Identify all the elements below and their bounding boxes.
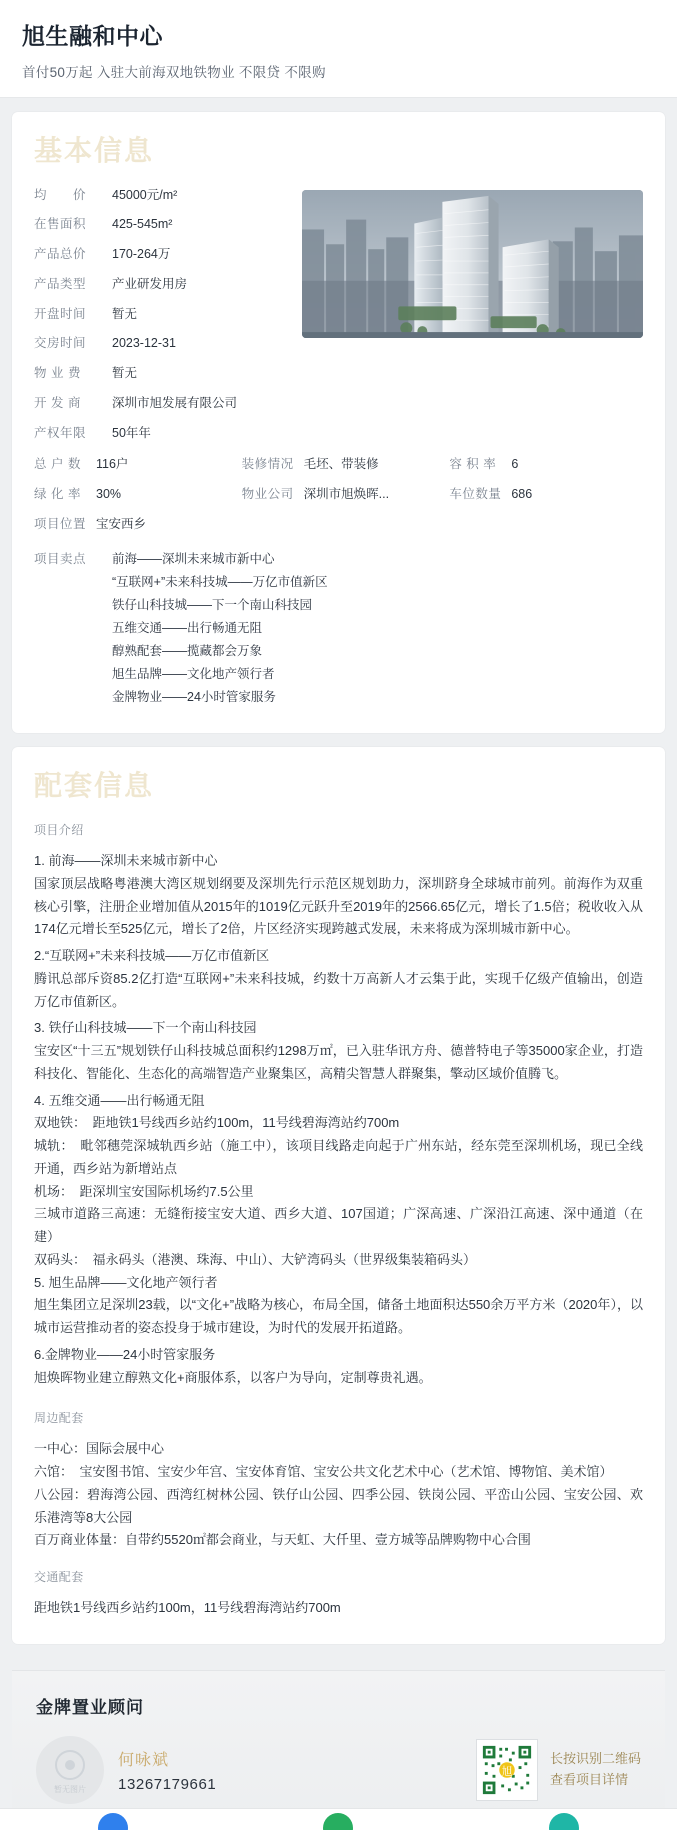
selling-point: “互联网+”未来科技城——万亿市值新区	[112, 574, 328, 589]
info-row	[34, 245, 284, 264]
qr-caption-line1: 长按识别二维码	[549, 1751, 641, 1767]
info-row	[34, 394, 284, 413]
spacer	[34, 1552, 643, 1564]
around-line: 一中心：国际会展中心	[34, 1441, 165, 1457]
info-label: 项目位置	[34, 516, 87, 531]
info-row	[242, 485, 436, 504]
selling-point: 醇熟配套——揽藏都会万象	[112, 644, 263, 659]
info-label: 物业公司	[241, 487, 294, 502]
intro-paragraph: 4. 五维交通——出行畅通无阻	[34, 1092, 205, 1108]
around-label: 周边配套	[34, 1411, 84, 1426]
consultant-contact	[118, 1747, 216, 1793]
qr-block[interactable]	[476, 1739, 641, 1801]
basic-info-top	[34, 186, 643, 454]
info-label: 容 积 率	[449, 457, 497, 472]
info-value: 宝安西乡	[96, 516, 147, 531]
info-row	[449, 455, 643, 474]
intro-paragraph: 国家顶层战略粤港澳大湾区规划纲要及深圳先行示范区规划助力，深圳跻身全球城市前列。前海作为双重核心引擎，注册企业增加值从2015年的1019亿元跃升至2019年的2566.65亿元，增长了1.5倍；税收收入从174亿元增长至525亿元，增长了2倍，片区经济实现跨越式发展，未来将成为深圳城市新中心。	[34, 875, 643, 937]
intro-paragraph: 2.“互联网+”未来科技城——万亿市值新区	[34, 948, 270, 964]
selling-points-list	[112, 548, 328, 710]
intro-paragraph: 双地铁： 距地铁1号线西乡站约100m，11号线碧海湾站约700m	[34, 1115, 400, 1131]
intro-paragraph: 旭生集团立足深圳23载，以“文化+”战略为核心，布局全国，储备土地面积达550余万平方米（2020年），以城市运营推动者的姿态投身于城市建设，为时代的发展开拓道路。	[34, 1297, 643, 1336]
intro-paragraph: 3. 铁仔山科技城——下一个南山科技园	[34, 1020, 257, 1036]
info-value: 170-264万	[112, 247, 171, 262]
info-row	[34, 364, 284, 383]
info-label: 产品总价	[34, 247, 87, 262]
info-value: 产业研发用房	[112, 276, 188, 291]
consultant-section	[12, 1670, 665, 1830]
intro-paragraph: 5. 旭生品牌——文化地产领行者	[34, 1274, 218, 1290]
info-row	[34, 515, 228, 534]
info-label: 绿 化 率	[34, 487, 81, 502]
intro-paragraph: 双码头： 福永码头（港澳、珠海、中山）、大铲湾码头（世界级集装箱码头）	[34, 1251, 477, 1267]
info-value: 2023-12-31	[112, 336, 176, 351]
info-label: 装修情况	[241, 457, 294, 472]
info-value: 暂无	[112, 366, 138, 381]
around-line: 八公园：碧海湾公园、西湾红树林公园、铁仔山公园、四季公园、铁岗公园、平峦山公园、宝安公园、欢乐港湾等8大公园	[34, 1486, 643, 1525]
bottom-toolbar[interactable]	[0, 1808, 677, 1830]
facility-info-title: 配套信息	[34, 770, 155, 802]
qr-caption-line2: 查看项目详情	[549, 1771, 628, 1787]
intro-paragraph: 旭焕晖物业建立醇熟文化+商服体系，以客户为导向，定制尊贵礼遇。	[34, 1369, 432, 1385]
consultant-phone[interactable]: 13267179661	[118, 1775, 217, 1793]
intro-label: 项目介绍	[34, 823, 84, 838]
bottom-action-icon-1[interactable]	[98, 1813, 128, 1830]
selling-point: 五维交通——出行畅通无阻	[112, 620, 263, 635]
intro-paragraph: 腾讯总部斥资85.2亿打造“互联网+”未来科技城，约数十万高新人才云集于此，实现千亿级产值输出，创造万亿市值新区。	[34, 970, 643, 1009]
info-label: 产品类型	[34, 276, 87, 291]
info-row	[34, 485, 228, 504]
facility-info-card	[12, 747, 665, 1643]
info-value: 暂无	[112, 306, 138, 321]
info-label: 总 户 数	[34, 457, 81, 472]
intro-paragraph: 6.金牌物业——24小时管家服务	[34, 1346, 216, 1362]
info-label: 均 价	[34, 187, 87, 202]
info-label: 开 发 商	[34, 395, 81, 410]
selling-point: 旭生品牌——文化地产领行者	[112, 667, 275, 682]
info-label: 开盘时间	[34, 306, 87, 321]
info-value: 686	[511, 487, 533, 502]
info-label: 交房时间	[34, 336, 87, 351]
info-row	[34, 186, 284, 205]
spacer	[34, 1393, 643, 1405]
info-row	[34, 455, 228, 474]
project-hero-image	[302, 190, 643, 338]
page-header	[0, 0, 677, 98]
page-title: 旭生融和中心	[22, 23, 163, 49]
basic-info-fields	[34, 186, 284, 454]
info-row	[34, 215, 284, 234]
info-label: 车位数量	[449, 487, 502, 502]
info-row	[34, 424, 284, 443]
consultant-body	[36, 1736, 641, 1804]
selling-point: 前海——深圳未来城市新中心	[112, 551, 275, 566]
intro-paragraph: 1. 前海——深圳未来城市新中心	[34, 853, 218, 869]
traffic-label: 交通配套	[34, 1570, 84, 1585]
info-value: 425-545m²	[112, 217, 173, 232]
selling-points-block	[34, 548, 643, 710]
consultant-name: 何咏斌	[118, 1751, 170, 1769]
selling-point: 铁仔山科技城——下一个南山科技园	[112, 597, 313, 612]
basic-info-title: 基本信息	[34, 135, 155, 166]
info-value: 6	[511, 457, 519, 472]
traffic-line: 距地铁1号线西乡站约100m，11号线碧海湾站约700m	[34, 1600, 341, 1616]
info-label: 在售面积	[34, 217, 87, 232]
intro-paragraph: 三城市道路三高速：无缝衔接宝安大道、西乡大道、107国道；广深高速、广深沿江高速、深中通道（在建）	[34, 1206, 643, 1245]
consultant-title: 金牌置业顾问	[36, 1697, 144, 1717]
bottom-action-icon-3[interactable]	[549, 1813, 579, 1830]
info-value: 50年年	[112, 425, 151, 440]
info-value: 30%	[96, 487, 122, 502]
around-line: 六馆： 宝安图书馆、宝安少年宫、宝安体育馆、宝安公共文化艺术中心（艺术馆、博物馆、美术馆）	[34, 1464, 613, 1480]
person-icon	[55, 1750, 85, 1780]
info-label: 产权年限	[34, 425, 87, 440]
basic-info-grid	[34, 455, 643, 533]
qr-code-icon[interactable]	[476, 1739, 538, 1801]
page-subtitle: 首付50万起 入驻大前海双地铁物业 不限贷 不限购	[22, 65, 326, 80]
svg-text:旭: 旭	[501, 1765, 513, 1778]
qr-caption	[550, 1749, 641, 1791]
intro-paragraph: 宝安区“十三五”规划铁仔山科技城总面积约1298万㎡，已入驻华讯方舟、德普特电子等35000家企业，打造科技化、智能化、生态化的高端智造产业聚集区，高精尖智慧人群聚集，擎动区域价值腾飞。	[34, 1043, 643, 1081]
info-row	[34, 275, 284, 294]
avatar-placeholder-text: 暂无图片	[54, 1784, 86, 1794]
basic-info-card	[12, 112, 665, 733]
intro-paragraph: 城轨： 毗邻穗莞深城轨西乡站（施工中），该项目线路走向起于广州东站，经东莞至深圳机场，现已全线开通，西乡站为新增站点	[34, 1138, 643, 1176]
info-label: 物 业 费	[34, 366, 81, 381]
intro-paragraph: 机场： 距深圳宝安国际机场约7.5公里	[34, 1183, 254, 1199]
avatar	[36, 1736, 104, 1804]
info-value: 116户	[96, 457, 129, 472]
info-row	[449, 485, 643, 504]
selling-point: 金牌物业——24小时管家服务	[112, 690, 276, 705]
info-value: 45000元/m²	[112, 187, 178, 202]
info-row	[34, 305, 284, 324]
around-line: 百万商业体量：自带约5520㎡都会商业，与天虹、大仟里、壹方城等品牌购物中心合围	[34, 1532, 531, 1548]
info-value: 深圳市旭发展有限公司	[112, 395, 238, 410]
info-row	[34, 334, 284, 353]
bottom-action-icon-2[interactable]	[323, 1813, 353, 1830]
info-row	[242, 455, 436, 474]
info-value: 深圳市旭焕晖...	[303, 487, 390, 502]
selling-points-label: 项目卖点	[34, 551, 87, 566]
info-value: 毛坯、带装修	[303, 457, 379, 472]
